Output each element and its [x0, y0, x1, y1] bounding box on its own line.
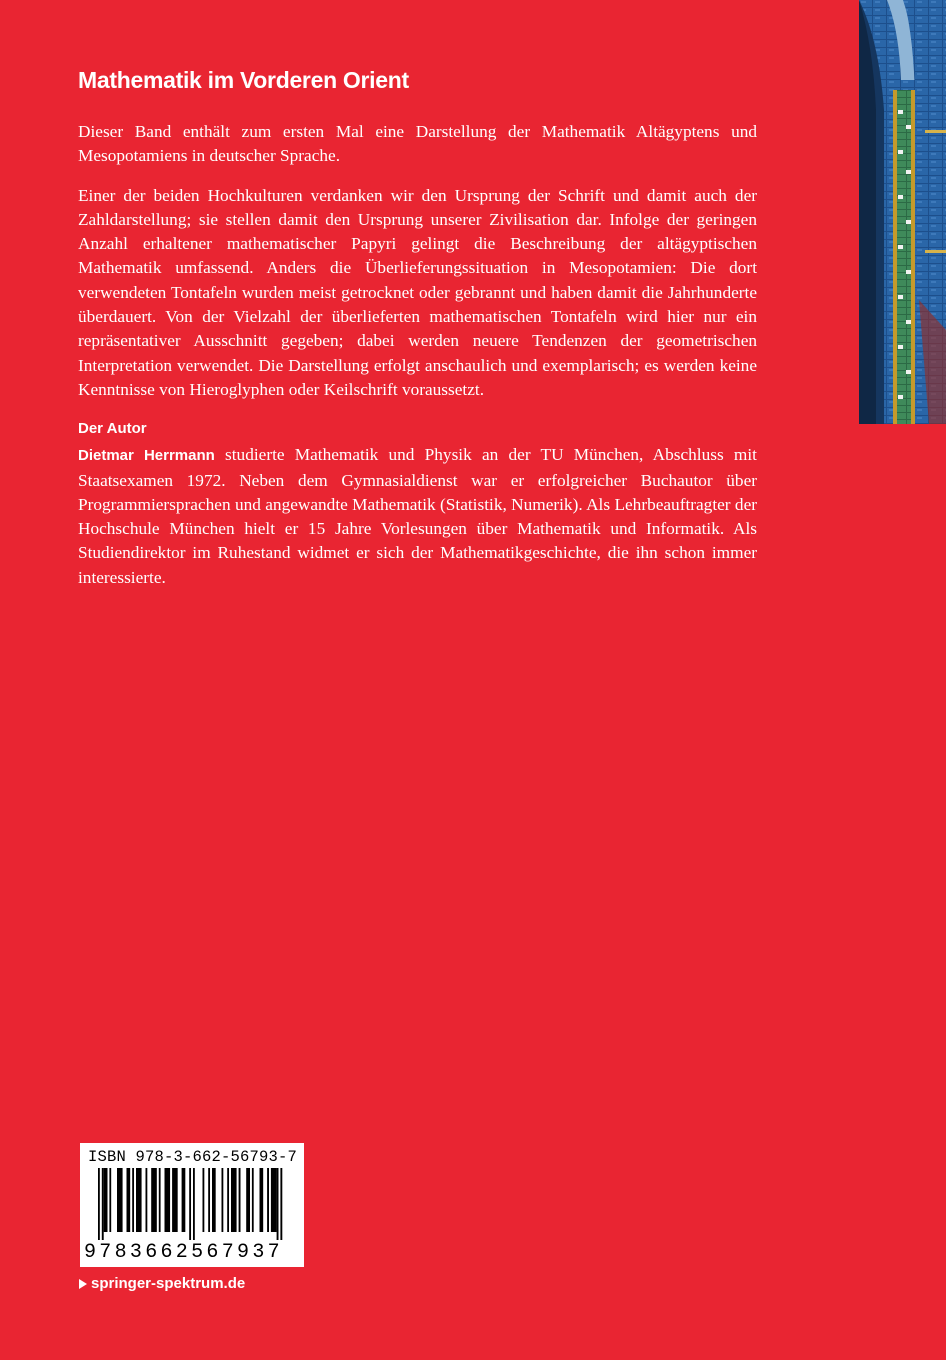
- glazed-brick-image: [859, 0, 946, 424]
- author-bio: [78, 443, 757, 590]
- author-bio-text: studierte Mathematik und Physik an der TU München, Abschluss mit Staatsexamen 1972. Neben dem Gymnasialdienst war er erfolgreicher Buchautor über Programmiersprachen und angewandte Mathematik (Statistik, Numerik). Als Lehrbeauftragter der Hochschule München hielt er 15 Jahre Vorlesungen über Mathematik und Informatik. Als Studiendirektor im Ruhestand widmet er sich der Mathematikgeschichte, die ihn schon immer interessierte.: [78, 445, 757, 587]
- barcode-bars: [98, 1168, 288, 1240]
- isbn-label: ISBN 978-3-662-56793-7: [88, 1148, 298, 1166]
- description-paragraph-1: Dieser Band enthält zum ersten Mal eine Darstellung der Mathematik Altägyptens und Mesopotamiens in deutscher Sprache.: [78, 122, 757, 166]
- arrow-right-icon: [79, 1279, 87, 1289]
- author-heading: Der Autor: [78, 420, 147, 438]
- book-title: Mathematik im Vorderen Orient: [78, 67, 409, 93]
- publisher-link-text: springer-spektrum.de: [91, 1275, 246, 1292]
- isbn-barcode: [80, 1143, 304, 1267]
- author-name: Dietmar Herrmann: [78, 447, 215, 465]
- publisher-website-link[interactable]: [79, 1275, 245, 1292]
- barcode-digits: 9783662567937: [84, 1241, 283, 1264]
- description-paragraph-2: Einer der beiden Hochkulturen verdanken wir den Ursprung der Schrift und damit auch der Zahldarstellung; sie stellen damit den Ursprung unserer Zivilisation dar. Infolge der geringen Anzahl erhaltener mathematischer Papyri gelingt die Beschreibung der altägyptischen Mathematik umfassend. Anders die Überlieferungssituation in Mesopotamien: Die dort verwendeten Tontafeln wurden meist getrocknet oder gebrannt und haben damit die Jahrhunderte überdauert. Von der Vielzahl der überlieferten mathematischen Tontafeln wird hier nur ein repräsentativer Ausschnitt gegeben; dabei werden neuere Tendenzen der geometrischen Interpretation verwendet. Die Darstellung erfolgt anschaulich und exemplarisch; es werden keine Kenntnisse von Hieroglyphen oder Keilschrift voraussetzt.: [78, 185, 757, 399]
- cover-photo-ishtar-gate: [859, 0, 946, 424]
- back-cover-text: [78, 120, 757, 605]
